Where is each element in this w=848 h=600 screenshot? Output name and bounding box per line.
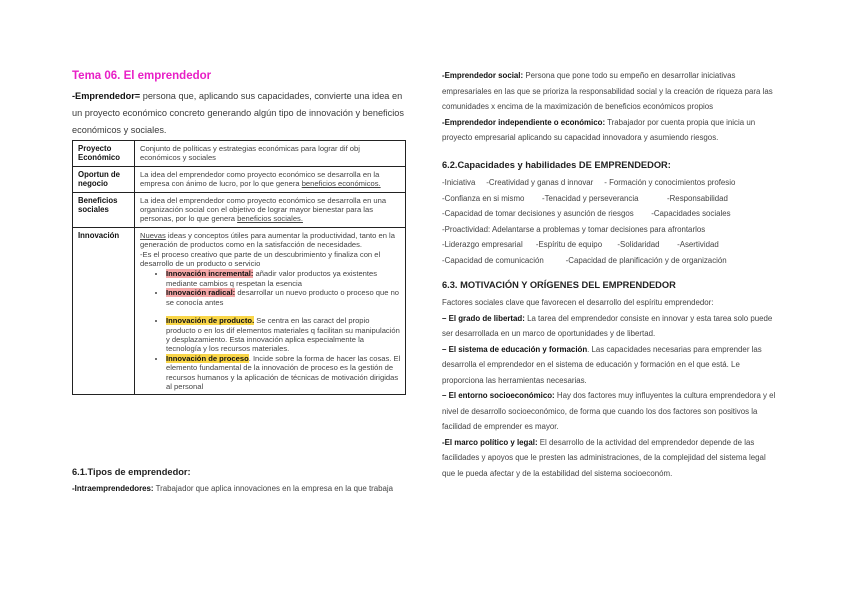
- motivation-intro: Factores sociales clave que favorecen el desarrollo del espíritu emprendedor:: [442, 298, 714, 307]
- table-row: [73, 192, 406, 227]
- table-row: [73, 166, 406, 192]
- factor-term: – El grado de libertad:: [442, 313, 525, 323]
- list-item: [166, 269, 401, 288]
- underlined-text: beneficios sociales.: [237, 214, 303, 224]
- factor-item: [442, 311, 780, 342]
- list-item: [166, 354, 401, 392]
- page-title: Tema 06. El emprendedor: [72, 70, 212, 82]
- paragraph-term: -Emprendedor social:: [442, 71, 524, 80]
- list-item: [166, 316, 401, 354]
- skills-line: -Capacidad de tomar decisiones y asunción de riesgos -Capacidades sociales: [442, 209, 731, 218]
- factor-item: [442, 388, 780, 435]
- skills-line: -Proactividad: Adelantarse a problemas y tomar decisiones para afrontarlos: [442, 224, 706, 234]
- motivation-paragraph: [442, 295, 780, 481]
- highlight-red: Innovación radical:: [166, 288, 236, 298]
- factor-text: El desarrollo de la actividad del emprendedor depende de las facilidades y apoyos que le presten las administraciones, de la complejidad del sistema legal que le pueda afectar y de la estabilidad del sistema socioeconóm.: [442, 437, 766, 478]
- underlined-text: Nuevas: [140, 230, 166, 240]
- concepts-table: [72, 140, 406, 395]
- table-term: Oportun de negocio: [73, 166, 135, 192]
- table-definition: Conjunto de políticas y estrategias económicas para lograr dif obj económicos y sociales: [135, 141, 406, 167]
- list-item: [166, 288, 401, 307]
- paragraph-term: -Emprendedor independiente o económico:: [442, 117, 606, 127]
- list-item-text: añadir valor productos ya existentes mediante cambios q respetan la esencia: [166, 269, 378, 288]
- table-definition: [135, 227, 406, 395]
- factor-term: – El sistema de educación y formación: [442, 344, 588, 354]
- table-term: Innovación: [73, 227, 135, 395]
- section-heading-motivation: 6.3. MOTIVACIÓN Y ORÍGENES DEL EMPRENDEDOR: [442, 280, 676, 290]
- skills-line: -Capacidad de comunicación -Capacidad de planificación y de organización: [442, 255, 727, 265]
- paragraph-text: Trabajador que aplica innovaciones en la empresa en la que trabaja: [153, 484, 394, 493]
- definition-term: -Emprendedor=: [72, 91, 141, 101]
- list-item-text: Se centra en las caract del propio producto o en los dif elementos materiales q facilitan su manipulación y desplazamiento. Esta innovación aplica especialmente la tecnología y los recursos materiales.: [166, 316, 400, 354]
- table-definition: [135, 166, 406, 192]
- definition-text: -Es el proceso creativo que parte de un descubrimiento y finaliza con el desarrollo de un producto o servicio: [140, 249, 381, 269]
- factor-text: La tarea del emprendedor consiste en innovar y esta tarea solo puede ser desarrollada en un marco de oportunidades y de libertad.: [442, 313, 773, 338]
- definition-text: La idea del emprendedor como proyecto económico se desarrolla en una organización social con el objetivo de lograr mayor bienestar para las personas, por lo que genera: [140, 195, 387, 224]
- paragraph-text: Persona que pone todo su empeño en desarrollar iniciativas empresariales en las que se prioriza la responsabilidad social y la creación de riqueza para las comunidades x encima de la maximización de beneficios económicos propios: [442, 71, 773, 111]
- table-definition: [135, 192, 406, 227]
- table-row: [73, 141, 406, 167]
- skills-line: -Confianza en si mismo -Tenacidad y perseverancia -Responsabilidad: [442, 193, 728, 203]
- section-heading-types: 6.1.Tipos de emprendedor:: [72, 467, 191, 477]
- section-heading-skills: 6.2.Capacidades y habilidades DE EMPRENDEDOR:: [442, 160, 671, 170]
- social-entrepreneur-paragraph: [442, 68, 778, 146]
- emprendedor-definition: [72, 88, 408, 139]
- factor-term: -El marco político y legal:: [442, 437, 538, 447]
- highlight-yellow: Innovación de proceso: [166, 353, 249, 363]
- factor-item: [442, 435, 780, 482]
- factor-term: – El entorno socioeconómico:: [442, 391, 555, 400]
- paragraph-text: Trabajador por cuenta propia que inicia un proyecto empresarial aplicando su capacidad innovadora y asumiendo riesgos.: [442, 117, 756, 142]
- innovation-list: [140, 316, 401, 391]
- table-term: Beneficios sociales: [73, 192, 135, 227]
- definition-text: ideas y conceptos útiles para aumentar la productividad, tanto en la generación de productos como en la satisfacción de necesidades.: [140, 230, 395, 250]
- list-item-text: desarrollar un nuevo producto o proceso que no se conocía antes: [166, 288, 400, 307]
- skills-line: -Iniciativa -Creatividad y ganas d innovar - Formación y conocimientos profesio: [442, 178, 736, 187]
- definition-text: persona que, aplicando sus capacidades, convierte una idea en un proyecto económico concreto generando algún tipo de innovación y beneficios económicos y sociales.: [72, 91, 404, 135]
- table-term: Proyecto Económico: [73, 141, 135, 167]
- factor-text: . Las capacidades necesarias para emprender las desarrolla el emprendedor en el sistema de educación y formación en el que está. Le proporciona las herramientas necesarias.: [442, 344, 762, 385]
- underlined-text: beneficios económicos.: [301, 179, 381, 189]
- factor-text: Hay dos factores muy influyentes la cultura emprendedora y el nivel de desarrollo socioeconómico, de forma que cuando los dos factores son positivos la facilidad de emprender es mayor.: [442, 391, 776, 431]
- highlight-red: Innovación incremental:: [166, 269, 254, 279]
- list-item-text: . Incide sobre la forma de hacer las cosas. El elemento fundamental de la innovación de proceso es la gestión de recursos humanos y la aplicación de técnicas de motivación dirigidas al personal: [166, 353, 401, 391]
- highlight-yellow: Innovación de producto.: [166, 316, 255, 326]
- skills-line: -Liderazgo empresarial -Espíritu de equipo -Solidaridad -Asertividad: [442, 240, 719, 249]
- skills-list: [442, 175, 787, 268]
- table-row: [73, 227, 406, 395]
- factor-item: [442, 342, 780, 389]
- definition-text: La idea del emprendedor como proyecto económico se desarrolla en la empresa con ánimo de lucro, por lo que genera: [140, 169, 380, 189]
- innovation-list: [140, 269, 401, 307]
- intraemprendedores-paragraph: [72, 481, 402, 497]
- paragraph-term: -Intraemprendedores:: [72, 484, 154, 493]
